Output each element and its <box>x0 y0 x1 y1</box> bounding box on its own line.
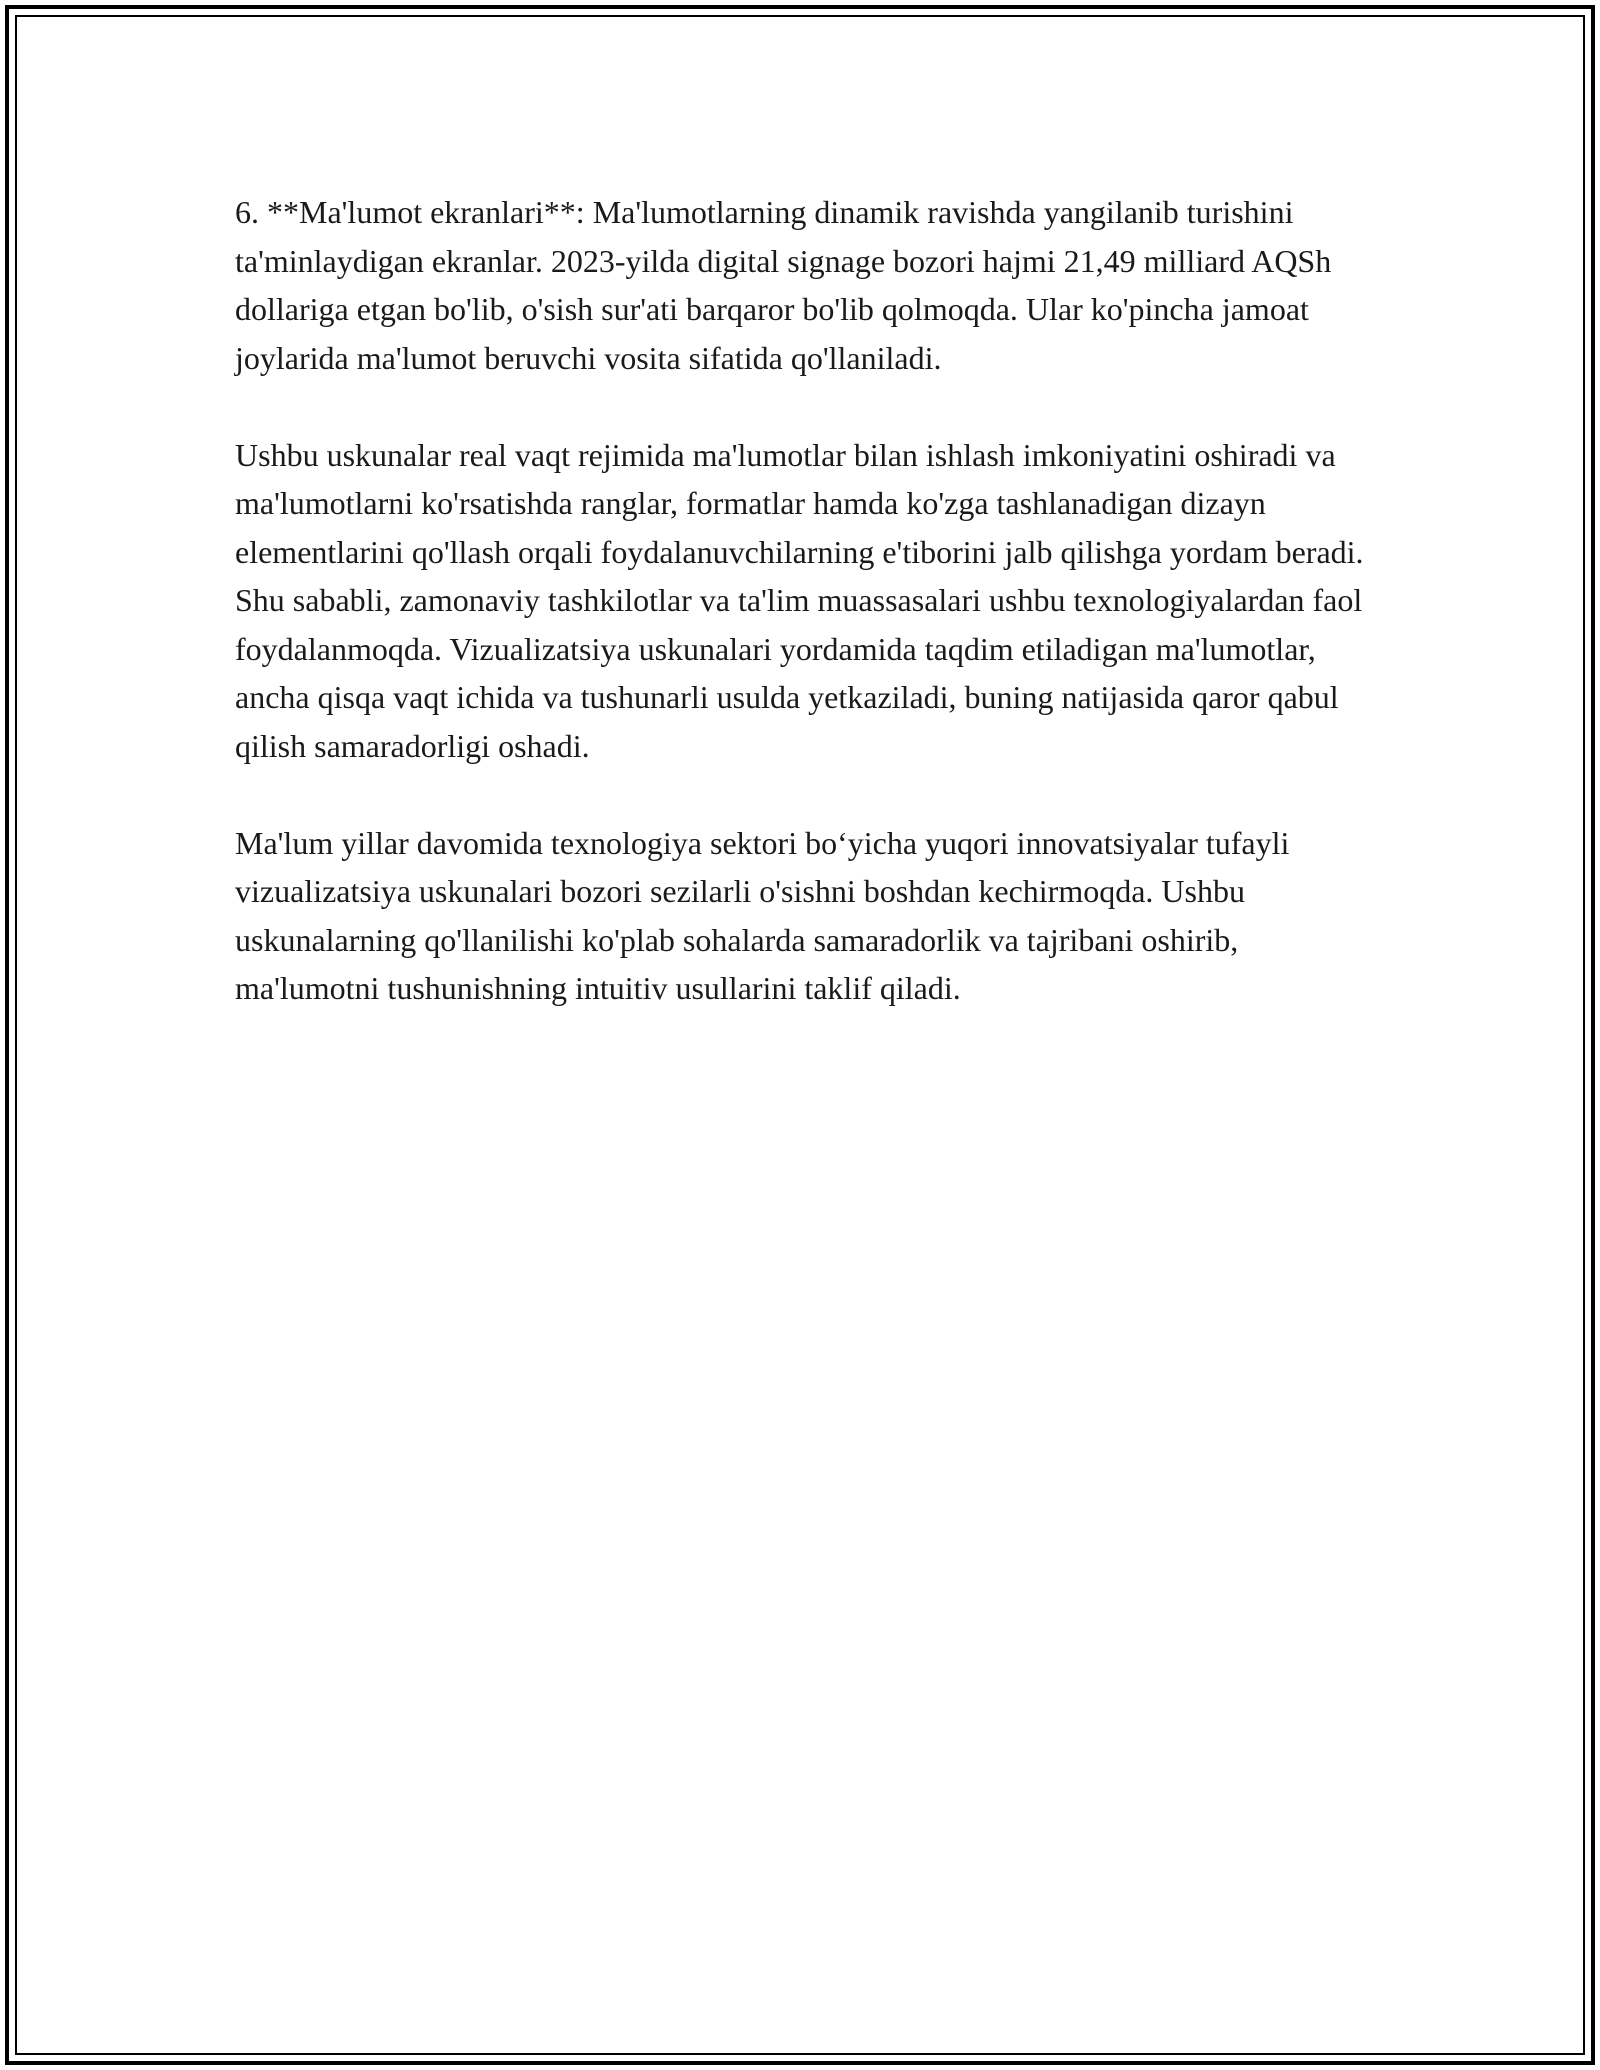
paragraph-market-growth: Ma'lum yillar davomida texnologiya sektori bo‘yicha yuqori innovatsiyalar tufayli vizualizatsiya uskunalari bozori sezilarli o'sishni boshdan kechirmoqda. Ushbu uskunalarning qo'llanilishi ko'plab sohalarda samaradorlik va tajribani oshirib, ma'lumotni tushunishning intuitiv usullarini taklif qiladi. <box>235 824 1290 1006</box>
paragraph-data-screens: 6. **Ma'lumot ekranlari**: Ma'lumotlarning dinamik ravishda yangilanib turishini ta'minlaydigan ekranlar. 2023-yilda digital signage bozori hajmi 21,49 milliard AQSh dollariga etgan bo'lib, o'sish sur'ati barqaror bo'lib qolmoqda. Ular ko'pincha jamoat joylarida ma'lumot beruvchi vosita sifatida qo'llaniladi. <box>235 194 1332 376</box>
document-body <box>235 188 1385 1061</box>
paragraph-equipment-benefits: Ushbu uskunalar real vaqt rejimida ma'lumotlar bilan ishlash imkoniyatini oshiradi va ma'lumotlarni ko'rsatishda ranglar, formatlar hamda ko'zga tashlanadigan dizayn elementlarini qo'llash orqali foydalanuvchilarning e'tiborini jalb qilishga yordam beradi. Shu sababli, zamonaviy tashkilotlar va ta'lim muassasalari ushbu texnologiyalardan faol foydalanmoqda. Vizualizatsiya uskunalari yordamida taqdim etiladigan ma'lumotlar, ancha qisqa vaqt ichida va tushunarli usulda yetkaziladi, buning natijasida qaror qabul qilish samaradorligi oshadi. <box>235 436 1364 764</box>
